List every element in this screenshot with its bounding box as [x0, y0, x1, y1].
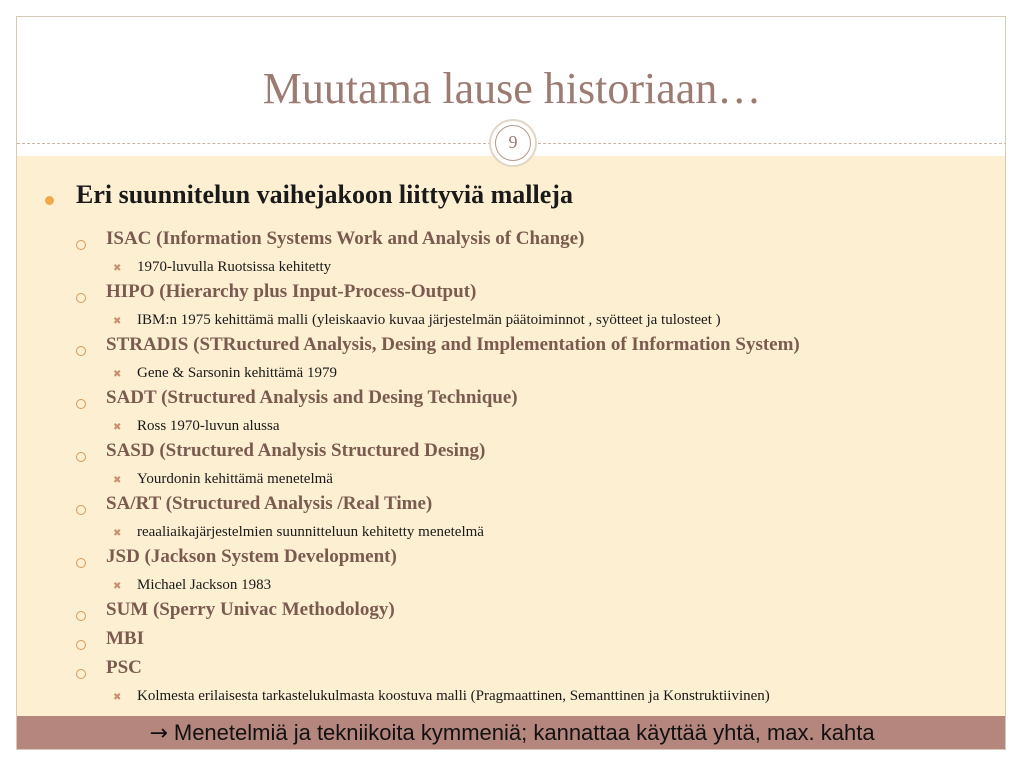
x-mark-bullet-icon: ✖ — [113, 475, 122, 486]
page-number-badge — [489, 119, 537, 167]
x-mark-bullet-icon: ✖ — [113, 369, 122, 380]
arrow-right-icon: → — [149, 721, 168, 746]
model-name: MBI — [106, 628, 144, 649]
x-mark-bullet-icon: ✖ — [113, 528, 122, 539]
content-area — [17, 156, 1006, 716]
model-name: JSD (Jackson System Development) — [106, 546, 397, 567]
footer-bar — [17, 716, 1006, 749]
ring-bullet-icon — [76, 399, 86, 409]
model-note: Ross 1970-luvun alussa — [137, 418, 280, 434]
model-name: SUM (Sperry Univac Methodology) — [106, 599, 395, 620]
model-note: Michael Jackson 1983 — [137, 577, 272, 593]
model-name: SA/RT (Structured Analysis /Real Time) — [106, 493, 433, 514]
filled-circle-bullet-icon — [45, 196, 54, 205]
model-name: SADT (Structured Analysis and Desing Technique) — [106, 387, 518, 408]
slide-title: Muutama lause historiaan… — [262, 64, 762, 113]
list-heading: Eri suunnitelun vaihejakoon liittyviä malleja — [76, 180, 573, 209]
model-name: PSC — [106, 657, 142, 678]
model-note: Yourdonin kehittämä menetelmä — [137, 471, 333, 487]
ring-bullet-icon — [76, 558, 86, 568]
ring-bullet-icon — [76, 640, 86, 650]
x-mark-bullet-icon: ✖ — [113, 422, 122, 433]
x-mark-bullet-icon: ✖ — [113, 316, 122, 327]
ring-bullet-icon — [76, 669, 86, 679]
model-name: SASD (Structured Analysis Structured Desing) — [106, 440, 486, 461]
footer-text — [17, 720, 1006, 746]
model-note: Gene & Sarsonin kehittämä 1979 — [137, 365, 337, 381]
model-name: HIPO (Hierarchy plus Input-Process-Output) — [106, 281, 477, 302]
model-name: STRADIS (STRuctured Analysis, Desing and Implementation of Information System) — [106, 334, 800, 355]
slide — [16, 16, 1006, 750]
ring-bullet-icon — [76, 452, 86, 462]
x-mark-bullet-icon: ✖ — [113, 692, 122, 703]
ring-bullet-icon — [76, 240, 86, 250]
x-mark-bullet-icon: ✖ — [113, 263, 122, 274]
model-name: ISAC (Information Systems Work and Analysis of Change) — [106, 228, 585, 249]
footer-label: Menetelmiä ja tekniikoita kymmeniä; kannattaa käyttää yhtä, max. kahta — [173, 720, 875, 745]
model-note: Kolmesta erilaisesta tarkastelukulmasta koostuva malli (Pragmaattinen, Semanttinen ja Konstruktiivinen) — [137, 688, 770, 704]
ring-bullet-icon — [76, 346, 86, 356]
ring-bullet-icon — [76, 293, 86, 303]
model-note: 1970-luvulla Ruotsissa kehitetty — [137, 259, 332, 275]
model-note: IBM:n 1975 kehittämä malli (yleiskaavio kuvaa järjestelmän päätoiminnot , syötteet ja tulosteet ) — [137, 312, 721, 328]
ring-bullet-icon — [76, 611, 86, 621]
x-mark-bullet-icon: ✖ — [113, 581, 122, 592]
ring-bullet-icon — [76, 505, 86, 515]
page-number: 9 — [495, 125, 531, 161]
model-note: reaaliaikajärjestelmien suunnitteluun kehitetty menetelmä — [137, 524, 484, 540]
